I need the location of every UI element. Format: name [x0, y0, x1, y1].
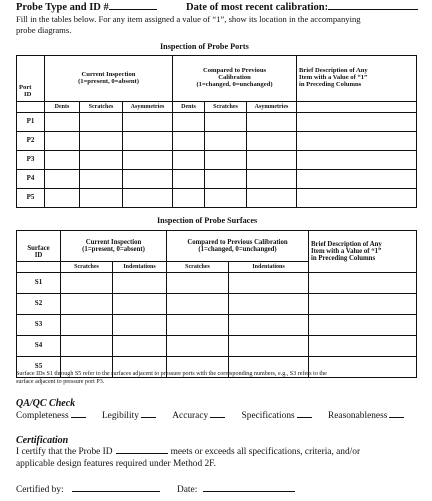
surfaces-subheader-scratches-prev: Scratches — [167, 262, 229, 273]
ports-subheader-asymmetries: Asymmetries — [123, 102, 173, 113]
certification-heading: Certification — [16, 435, 69, 446]
table-cell[interactable] — [167, 294, 229, 315]
table-row — [17, 315, 417, 336]
table-cell[interactable] — [205, 170, 247, 189]
table-cell[interactable] — [173, 189, 205, 208]
table-cell[interactable] — [113, 294, 167, 315]
table-cell[interactable] — [123, 151, 173, 170]
table-cell[interactable] — [229, 315, 309, 336]
footer-date-blank[interactable] — [203, 491, 295, 492]
table-cell[interactable] — [173, 170, 205, 189]
table-cell[interactable] — [247, 189, 297, 208]
surfaces-compared-group — [167, 231, 309, 262]
table-cell[interactable] — [297, 189, 417, 208]
table-cell[interactable] — [80, 189, 123, 208]
surfaces-subheader-blank — [17, 262, 61, 273]
ports-subheader-asymmetries-prev: Asymmetries — [247, 102, 297, 113]
table-row — [17, 151, 417, 170]
calibration-date-blank[interactable] — [328, 9, 418, 10]
table-cell[interactable] — [167, 273, 229, 294]
table-cell[interactable] — [297, 132, 417, 151]
table-cell[interactable] — [205, 189, 247, 208]
table-cell[interactable] — [80, 151, 123, 170]
table-cell[interactable] — [113, 336, 167, 357]
table-row — [17, 170, 417, 189]
table-row — [17, 294, 417, 315]
table-cell[interactable] — [80, 132, 123, 151]
qaqc-item-completeness: Completeness — [16, 411, 69, 421]
surfaces-desc-header-1: Brief Description of Any — [311, 240, 382, 248]
ports-desc-header-2: Item with a Value of “1” — [299, 74, 368, 82]
certification-text-1a: I certify that the Probe ID — [16, 447, 113, 457]
certification-line-2: applicable design features required under Method 2F. — [16, 459, 216, 469]
calibration-date-label: Date of most recent calibration: — [186, 2, 329, 13]
ports-compared-group-sub: (1=changed, 0=unchanged) — [196, 80, 273, 88]
table-cell[interactable] — [45, 113, 80, 132]
certification-line-1 — [16, 447, 360, 457]
accuracy-check-blank[interactable] — [210, 417, 225, 418]
specifications-check-blank[interactable] — [297, 417, 312, 418]
qaqc-checklist — [16, 411, 404, 421]
surfaces-current-group-sub: (1=present, 0=absent) — [82, 246, 145, 253]
ports-subheader-row — [17, 102, 417, 113]
footer-date-label: Date: — [177, 485, 198, 495]
port-id-cell: P5 — [17, 189, 45, 208]
table-cell[interactable] — [309, 273, 417, 294]
table-cell[interactable] — [113, 273, 167, 294]
reasonableness-check-blank[interactable] — [389, 417, 404, 418]
table-cell[interactable] — [61, 294, 113, 315]
table-cell[interactable] — [113, 315, 167, 336]
surface-id-cell: S3 — [17, 315, 61, 336]
table-cell[interactable] — [167, 336, 229, 357]
surfaces-current-group-title: Current Inspection — [85, 238, 142, 246]
table-cell[interactable] — [205, 113, 247, 132]
surfaces-compared-group-sub: (1=changed, 0=unchanged) — [198, 246, 277, 253]
port-id-header-line2: ID — [24, 91, 32, 99]
table-cell[interactable] — [229, 273, 309, 294]
certification-text-1b: meets or exceeds all specifications, criteria, and/or — [170, 447, 361, 457]
ports-subheader-desc-blank — [297, 102, 417, 113]
port-id-cell: P2 — [17, 132, 45, 151]
footer-date-field — [177, 485, 295, 495]
table-row — [17, 336, 417, 357]
table-cell[interactable] — [297, 170, 417, 189]
header-title — [16, 2, 157, 13]
ports-current-group-title: Current Inspection — [81, 70, 136, 78]
table-cell[interactable] — [45, 170, 80, 189]
table-cell[interactable] — [205, 132, 247, 151]
table-cell[interactable] — [173, 151, 205, 170]
table-cell[interactable] — [61, 315, 113, 336]
table-cell[interactable] — [80, 113, 123, 132]
ports-compared-group-title-1: Compared to Previous — [202, 67, 267, 75]
ports-current-group-sub: (1=present, 0=absent) — [78, 77, 139, 85]
ports-subheader-dents-prev: Dents — [173, 102, 205, 113]
table-cell[interactable] — [167, 315, 229, 336]
ports-subheader-blank — [17, 102, 45, 113]
table-cell[interactable] — [247, 151, 297, 170]
table-cell[interactable] — [123, 170, 173, 189]
certification-probe-id-blank[interactable] — [116, 453, 168, 454]
table-cell[interactable] — [173, 132, 205, 151]
table-cell[interactable] — [229, 294, 309, 315]
instructions-line-1: Fill in the tables below. For any item assigned a value of “1”, show its location in the accompanying — [16, 14, 361, 24]
table-cell[interactable] — [123, 113, 173, 132]
table-cell[interactable] — [123, 189, 173, 208]
ports-compared-group-title-2: Calibration — [218, 74, 251, 82]
certified-by-blank[interactable] — [72, 491, 160, 492]
ports-current-group — [45, 56, 173, 102]
table-cell[interactable] — [61, 336, 113, 357]
table-cell[interactable] — [173, 113, 205, 132]
ports-table-title: Inspection of Probe Ports — [160, 42, 249, 51]
probe-id-label: Probe Type and ID # — [16, 2, 109, 13]
probe-id-blank[interactable] — [109, 9, 157, 10]
table-cell[interactable] — [247, 170, 297, 189]
table-cell[interactable] — [309, 294, 417, 315]
table-cell[interactable] — [61, 273, 113, 294]
surface-id-cell: S1 — [17, 273, 61, 294]
qaqc-item-specifications: Specifications — [241, 411, 295, 421]
instructions-line-2: probe diagrams. — [16, 25, 72, 35]
surfaces-subheader-indentations: Indentations — [113, 262, 167, 273]
surfaces-compared-group-title: Compared to Previous Calibration — [187, 238, 288, 246]
ports-subheader-scratches-prev: Scratches — [205, 102, 247, 113]
table-cell[interactable] — [123, 132, 173, 151]
surface-id-cell: S5 — [17, 357, 61, 378]
table-cell[interactable] — [309, 315, 417, 336]
table-cell[interactable] — [309, 336, 417, 357]
table-cell[interactable] — [247, 113, 297, 132]
ports-desc-header-1: Brief Description of Any — [299, 67, 368, 75]
qaqc-item-accuracy: Accuracy — [172, 411, 209, 421]
legibility-check-blank[interactable] — [141, 417, 156, 418]
completeness-check-blank[interactable] — [71, 417, 86, 418]
surfaces-footnote-2: surface adjacent to pressure port P3. — [16, 379, 105, 385]
table-cell[interactable] — [45, 151, 80, 170]
ports-subheader-scratches: Scratches — [80, 102, 123, 113]
table-cell[interactable] — [247, 132, 297, 151]
surfaces-footnote-1: Surface IDs S1 through S5 refer to the surfaces adjacent to pressure ports with the corresponding numbers, e.g., S3 refers to the — [16, 371, 327, 377]
surface-id-cell: S4 — [17, 336, 61, 357]
table-row — [17, 273, 417, 294]
port-id-header — [17, 56, 45, 102]
table-cell[interactable] — [229, 336, 309, 357]
table-row — [17, 113, 417, 132]
table-row — [17, 132, 417, 151]
qaqc-item-legibility: Legibility — [101, 411, 139, 421]
table-cell[interactable] — [45, 132, 80, 151]
port-id-cell: P3 — [17, 151, 45, 170]
ports-description-header — [297, 56, 417, 102]
surface-id-header-line1: Surface — [27, 244, 50, 252]
surfaces-subheader-scratches: Scratches — [61, 262, 113, 273]
table-row — [17, 189, 417, 208]
surfaces-subheader-indentations-prev: Indentations — [229, 262, 309, 273]
ports-subheader-dents: Dents — [45, 102, 80, 113]
port-id-header-line1: Port — [19, 84, 32, 92]
table-cell[interactable] — [297, 113, 417, 132]
table-cell[interactable] — [205, 151, 247, 170]
surfaces-description-header — [309, 231, 417, 273]
surfaces-table-title: Inspection of Probe Surfaces — [157, 216, 258, 225]
surfaces-current-group — [61, 231, 167, 262]
surfaces-table — [16, 230, 417, 378]
certified-by-field — [16, 485, 160, 495]
port-id-cell: P4 — [17, 170, 45, 189]
surface-id-header — [17, 231, 61, 262]
surfaces-desc-header-3: in Preceding Columns — [311, 255, 376, 263]
surfaces-desc-header-2: Item with a Value of “1” — [311, 247, 382, 255]
certified-by-label: Certified by: — [16, 485, 64, 495]
qaqc-heading: QA/QC Check — [16, 398, 76, 409]
calibration-date-field — [186, 2, 418, 13]
qaqc-item-reasonableness: Reasonableness — [328, 411, 388, 421]
table-cell[interactable] — [45, 189, 80, 208]
ports-compared-group — [173, 56, 297, 102]
port-id-cell: P1 — [17, 113, 45, 132]
surface-id-cell: S2 — [17, 294, 61, 315]
table-cell[interactable] — [80, 170, 123, 189]
ports-table — [16, 55, 417, 208]
surface-id-header-line2: ID — [34, 251, 43, 259]
ports-desc-header-3: in Preceding Columns — [299, 80, 362, 88]
table-cell[interactable] — [297, 151, 417, 170]
